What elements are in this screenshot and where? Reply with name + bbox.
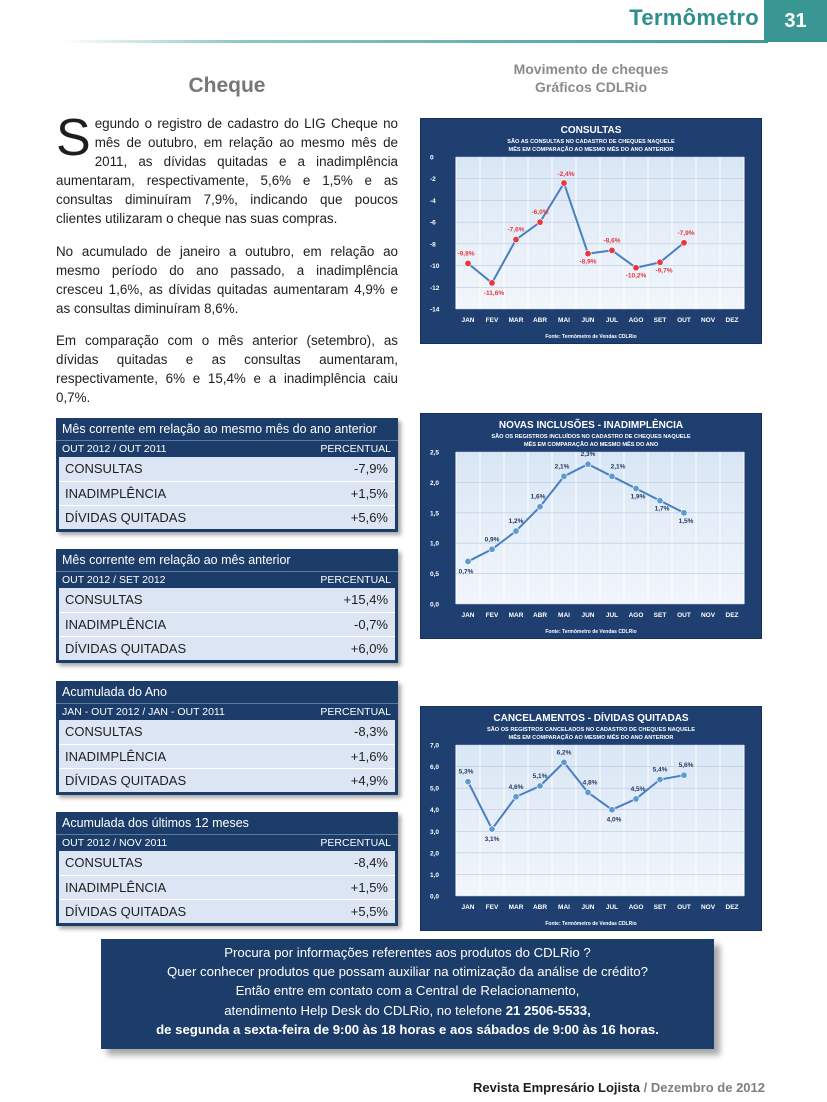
x-tick-label: JUL bbox=[605, 904, 619, 911]
page-footer bbox=[473, 1080, 765, 1095]
table-last-12-months bbox=[56, 812, 398, 926]
table-title: Mês corrente em relação ao mês anterior bbox=[62, 553, 291, 567]
x-tick-label: JUL bbox=[605, 612, 619, 619]
x-tick-label: NOV bbox=[700, 317, 716, 324]
data-label: 4,8% bbox=[582, 779, 598, 787]
table-period: JAN - OUT 2012 / JAN - OUT 2011 bbox=[62, 706, 225, 718]
data-point bbox=[681, 240, 687, 246]
table-year-to-date bbox=[56, 681, 398, 795]
data-label: 4,5% bbox=[630, 785, 646, 793]
row-value: +1,5% bbox=[350, 880, 388, 895]
x-tick-label: FEV bbox=[485, 612, 499, 619]
table-row bbox=[59, 612, 395, 636]
x-tick-label: DEZ bbox=[725, 612, 739, 619]
data-label: 5,1% bbox=[532, 772, 548, 780]
contact-callout bbox=[101, 939, 714, 1049]
charts-heading-line1: Movimento de cheques bbox=[513, 61, 669, 77]
callout-line-4 bbox=[101, 1001, 714, 1020]
x-tick-label: DEZ bbox=[725, 317, 739, 324]
x-tick-label: JUL bbox=[605, 317, 619, 324]
row-value: +15,4% bbox=[343, 592, 388, 607]
data-point bbox=[585, 789, 591, 795]
callout-line-1: Procura por informações referentes aos produtos do CDLRio ? bbox=[224, 945, 591, 960]
table-period: OUT 2012 / SET 2012 bbox=[62, 574, 166, 586]
y-tick-label: -6 bbox=[430, 219, 436, 227]
data-point bbox=[513, 528, 519, 534]
y-tick-label: 7,0 bbox=[430, 742, 440, 750]
charts-heading-line2: Gráficos CDLRio bbox=[534, 79, 647, 95]
data-label: 5,3% bbox=[458, 768, 474, 776]
table-column-label: PERCENTUAL bbox=[320, 574, 391, 586]
y-tick-label: -12 bbox=[430, 284, 440, 292]
row-value: +1,6% bbox=[350, 749, 388, 764]
y-tick-label: 3,0 bbox=[430, 828, 440, 836]
row-label: CONSULTAS bbox=[65, 592, 143, 607]
data-label: 6,2% bbox=[556, 749, 572, 757]
data-point bbox=[537, 504, 543, 510]
chart-subtitle: SÃO OS REGISTROS CANCELADOS NO CADASTRO DE CHEQUES NAQUELE bbox=[487, 727, 695, 733]
data-label: 1,6% bbox=[530, 493, 546, 501]
row-label: CONSULTAS bbox=[65, 461, 143, 476]
row-value: -7,9% bbox=[354, 461, 388, 476]
data-label: -9,7% bbox=[655, 267, 673, 275]
data-point bbox=[681, 772, 687, 778]
x-tick-label: OUT bbox=[677, 612, 691, 619]
data-point bbox=[585, 250, 591, 256]
paragraph-2: No acumulado de janeiro a outubro, em relação ao mesmo período do ano passado, a inadimplência cresceu 1,6%, as dívidas quitadas aumentaram 4,9% e as consultas diminuíram 8,6%. bbox=[56, 244, 398, 316]
chart-consultas-svg bbox=[421, 119, 761, 343]
table-row bbox=[59, 720, 395, 744]
footer-separator: / bbox=[643, 1080, 648, 1095]
x-tick-label: ABR bbox=[532, 317, 548, 324]
data-point bbox=[633, 796, 639, 802]
row-label: DÍVIDAS QUITADAS bbox=[65, 641, 187, 656]
x-tick-label: NOV bbox=[700, 612, 716, 619]
page-number: 31 bbox=[764, 0, 827, 42]
footer-magazine: Revista Empresário Lojista bbox=[473, 1080, 640, 1095]
table-row bbox=[59, 588, 395, 612]
table-same-month-last-year bbox=[56, 418, 398, 532]
chart-source: Fonte: Termômetro de Vendas CDLRio bbox=[545, 921, 637, 927]
row-label: INADIMPLÊNCIA bbox=[65, 486, 167, 501]
data-point bbox=[465, 558, 471, 564]
table-row bbox=[59, 899, 395, 923]
data-point bbox=[465, 778, 471, 784]
table-row bbox=[59, 457, 395, 481]
callout-phone: 21 2506-5533, bbox=[505, 1002, 591, 1018]
callout-line-4-text: atendimento Help Desk do CDLRio, no telefone bbox=[224, 1002, 506, 1018]
x-tick-label: AGO bbox=[628, 317, 644, 324]
chart-subtitle: MÊS EM COMPARAÇÃO AO MESMO MÊS DO ANO ANTERIOR bbox=[508, 147, 674, 153]
y-tick-label: -4 bbox=[430, 197, 436, 205]
x-tick-label: AGO bbox=[628, 904, 644, 911]
row-value: +5,6% bbox=[350, 510, 388, 525]
data-point bbox=[513, 794, 519, 800]
data-point bbox=[609, 807, 615, 813]
data-label: 0,9% bbox=[484, 536, 500, 544]
table-subheader bbox=[56, 703, 398, 720]
data-label: 1,9% bbox=[630, 493, 646, 501]
data-point bbox=[489, 280, 495, 286]
y-tick-label: 0,0 bbox=[430, 601, 440, 609]
drop-cap: S bbox=[56, 109, 91, 167]
y-tick-label: -10 bbox=[430, 263, 440, 271]
paragraph-1-text: egundo o registro de cadastro do LIG Cheque no mês de outubro, em relação ao mesmo mês de 2011, as dívidas quitadas e a inadimplência aumentaram, respectivamente, 5,6% e 1,5% e as consultas diminuíram 7,9%, indicando que poucos clientes utilizaram o cheque nas suas compras. bbox=[56, 116, 398, 226]
x-tick-label: JUN bbox=[581, 317, 595, 324]
table-previous-month bbox=[56, 549, 398, 663]
y-tick-label: -2 bbox=[430, 176, 436, 184]
x-tick-label: MAR bbox=[508, 612, 524, 619]
table-row bbox=[59, 636, 395, 660]
x-tick-label: MAI bbox=[558, 612, 570, 619]
x-tick-label: JAN bbox=[461, 904, 475, 911]
x-tick-label: AGO bbox=[628, 612, 644, 619]
data-label: 1,5% bbox=[678, 517, 694, 525]
chart-title: CONSULTAS bbox=[560, 125, 622, 136]
data-label: -8,9% bbox=[579, 258, 597, 266]
chart-source: Fonte: Termômetro de Vendas CDLRio bbox=[545, 334, 637, 340]
table-row bbox=[59, 875, 395, 899]
data-label: 2,1% bbox=[610, 463, 626, 471]
y-tick-label: 6,0 bbox=[430, 764, 440, 772]
row-value: -8,4% bbox=[354, 855, 388, 870]
table-row bbox=[59, 505, 395, 529]
data-point bbox=[657, 776, 663, 782]
chart-cancelamentos-svg bbox=[421, 707, 761, 930]
y-tick-label: 2,0 bbox=[430, 479, 440, 487]
data-label: 5,4% bbox=[652, 766, 668, 774]
y-tick-label: 1,0 bbox=[430, 540, 440, 548]
chart-novas-inclusoes-svg bbox=[421, 414, 761, 638]
data-label: -7,9% bbox=[677, 229, 695, 237]
x-tick-label: SET bbox=[653, 317, 667, 324]
data-label: -8,6% bbox=[603, 237, 621, 245]
data-label: 4,6% bbox=[508, 783, 524, 791]
row-label: INADIMPLÊNCIA bbox=[65, 880, 167, 895]
table-period: OUT 2012 / OUT 2011 bbox=[62, 443, 167, 455]
x-tick-label: NOV bbox=[700, 904, 716, 911]
data-point bbox=[609, 247, 615, 253]
row-value: -0,7% bbox=[354, 617, 388, 632]
y-tick-label: 2,0 bbox=[430, 850, 440, 858]
table-row bbox=[59, 851, 395, 875]
data-label: -10,2% bbox=[625, 272, 647, 280]
chart-subtitle: SÃO OS REGISTROS INCLUÍDOS NO CADASTRO DE CHEQUES NAQUELE bbox=[491, 434, 691, 440]
data-label: -7,6% bbox=[507, 226, 525, 234]
x-tick-label: JUN bbox=[581, 904, 595, 911]
x-tick-label: MAR bbox=[508, 317, 524, 324]
data-label: -11,6% bbox=[483, 289, 505, 297]
data-point bbox=[561, 180, 567, 186]
chart-title: NOVAS INCLUSÕES - INADIMPLÊNCIA bbox=[498, 420, 684, 431]
chart-source: Fonte: Termômetro de Vendas CDLRio bbox=[545, 629, 637, 635]
data-point bbox=[633, 265, 639, 271]
data-label: 2,3% bbox=[580, 451, 596, 459]
x-tick-label: FEV bbox=[485, 904, 499, 911]
y-tick-label: 4,0 bbox=[430, 807, 440, 815]
data-label: 5,6% bbox=[678, 762, 694, 770]
x-tick-label: FEV bbox=[485, 317, 499, 324]
data-label: 1,2% bbox=[508, 518, 524, 526]
callout-line-2: Quer conhecer produtos que possam auxiliar na otimização da análise de crédito? bbox=[167, 964, 648, 980]
x-tick-label: ABR bbox=[532, 612, 548, 619]
data-point bbox=[489, 826, 495, 832]
data-point bbox=[513, 236, 519, 242]
data-point bbox=[465, 260, 471, 266]
table-period: OUT 2012 / NOV 2011 bbox=[62, 837, 168, 849]
x-tick-label: SET bbox=[653, 612, 667, 619]
chart-cancelamentos bbox=[420, 706, 762, 931]
y-tick-label: 1,0 bbox=[430, 871, 440, 879]
x-tick-label: JAN bbox=[461, 317, 475, 324]
x-tick-label: JUN bbox=[581, 612, 595, 619]
data-point bbox=[657, 497, 663, 503]
table-title: Mês corrente em relação ao mesmo mês do ano anterior bbox=[62, 422, 377, 436]
x-tick-label: OUT bbox=[677, 904, 691, 911]
data-point bbox=[537, 783, 543, 789]
chart-novas-inclusoes bbox=[420, 413, 762, 639]
y-tick-label: 5,0 bbox=[430, 785, 440, 793]
data-point bbox=[561, 759, 567, 765]
x-tick-label: DEZ bbox=[725, 904, 739, 911]
data-label: 4,0% bbox=[606, 816, 622, 824]
data-point bbox=[657, 259, 663, 265]
paragraph-3: Em comparação com o mês anterior (setembro), as dívidas quitadas e as consultas aumentaram, respectivamente, 6% e 15,4% e a inadimplência caiu 0,7%. bbox=[56, 333, 398, 405]
y-tick-label: 0,5 bbox=[430, 571, 440, 579]
x-tick-label: MAI bbox=[558, 317, 570, 324]
chart-subtitle: SÃO AS CONSULTAS NO CADASTRO DE CHEQUES NAQUELE bbox=[507, 139, 675, 145]
table-row bbox=[59, 768, 395, 792]
data-point bbox=[489, 546, 495, 552]
table-subheader bbox=[56, 834, 398, 851]
chart-consultas bbox=[420, 118, 762, 344]
callout-line-5: de segunda a sexta-feira de 9:00 às 18 horas e aos sábados de 9:00 às 16 horas. bbox=[156, 1021, 659, 1037]
x-tick-label: JAN bbox=[461, 612, 475, 619]
data-label: -6,0% bbox=[531, 209, 549, 217]
y-tick-label: 2,5 bbox=[430, 449, 440, 457]
table-subheader bbox=[56, 571, 398, 588]
chart-title: CANCELAMENTOS - DÍVIDAS QUITADAS bbox=[493, 713, 689, 724]
table-column-label: PERCENTUAL bbox=[320, 706, 391, 718]
section-title: Termômetro bbox=[629, 5, 759, 30]
header-rule bbox=[60, 40, 768, 43]
row-value: +6,0% bbox=[350, 641, 388, 656]
row-label: INADIMPLÊNCIA bbox=[65, 617, 167, 632]
data-point bbox=[609, 473, 615, 479]
x-tick-label: OUT bbox=[677, 317, 691, 324]
article-title: Cheque bbox=[188, 74, 266, 97]
data-point bbox=[681, 510, 687, 516]
paragraph-1 bbox=[56, 109, 398, 228]
x-tick-label: MAI bbox=[558, 904, 570, 911]
row-label: INADIMPLÊNCIA bbox=[65, 749, 167, 764]
data-label: 2,1% bbox=[554, 463, 570, 471]
data-point bbox=[561, 473, 567, 479]
charts-heading bbox=[420, 60, 762, 96]
table-column-label: PERCENTUAL bbox=[320, 443, 391, 455]
table-row bbox=[59, 481, 395, 505]
row-value: +1,5% bbox=[350, 486, 388, 501]
data-label: 1,7% bbox=[654, 505, 670, 513]
y-tick-label: 1,5 bbox=[430, 510, 440, 518]
table-row bbox=[59, 744, 395, 768]
row-label: DÍVIDAS QUITADAS bbox=[65, 904, 187, 919]
y-tick-label: -14 bbox=[430, 306, 440, 314]
data-label: 0,7% bbox=[458, 568, 474, 576]
y-tick-label: 0 bbox=[430, 154, 434, 162]
y-tick-label: 0,0 bbox=[430, 893, 440, 901]
data-label: -9,8% bbox=[457, 250, 475, 258]
chart-subtitle: MÊS EM COMPARAÇÃO AO MESMO MÊS DO ANO ANTERIOR bbox=[508, 735, 674, 741]
row-label: CONSULTAS bbox=[65, 855, 143, 870]
data-point bbox=[585, 461, 591, 467]
x-tick-label: ABR bbox=[532, 904, 548, 911]
chart-subtitle: MÊS EM COMPARAÇÃO AO MESMO MÊS DO ANO bbox=[523, 442, 659, 448]
data-point bbox=[537, 219, 543, 225]
row-value: +5,5% bbox=[350, 904, 388, 919]
data-label: 3,1% bbox=[484, 836, 500, 844]
x-tick-label: SET bbox=[653, 904, 667, 911]
row-value: +4,9% bbox=[350, 773, 388, 788]
row-value: -8,3% bbox=[354, 724, 388, 739]
footer-date: Dezembro de 2012 bbox=[650, 1080, 765, 1095]
data-point bbox=[633, 485, 639, 491]
callout-line-3: Então entre em contato com a Central de Relacionamento, bbox=[235, 983, 580, 999]
row-label: DÍVIDAS QUITADAS bbox=[65, 773, 187, 788]
row-label: CONSULTAS bbox=[65, 724, 143, 739]
data-label: -2,4% bbox=[557, 171, 575, 179]
x-tick-label: MAR bbox=[508, 904, 524, 911]
table-title: Acumulada do Ano bbox=[62, 685, 167, 699]
table-title: Acumulada dos últimos 12 meses bbox=[62, 816, 249, 830]
table-column-label: PERCENTUAL bbox=[320, 837, 391, 849]
table-subheader bbox=[56, 440, 398, 457]
y-tick-label: -8 bbox=[430, 241, 436, 249]
row-label: DÍVIDAS QUITADAS bbox=[65, 510, 187, 525]
